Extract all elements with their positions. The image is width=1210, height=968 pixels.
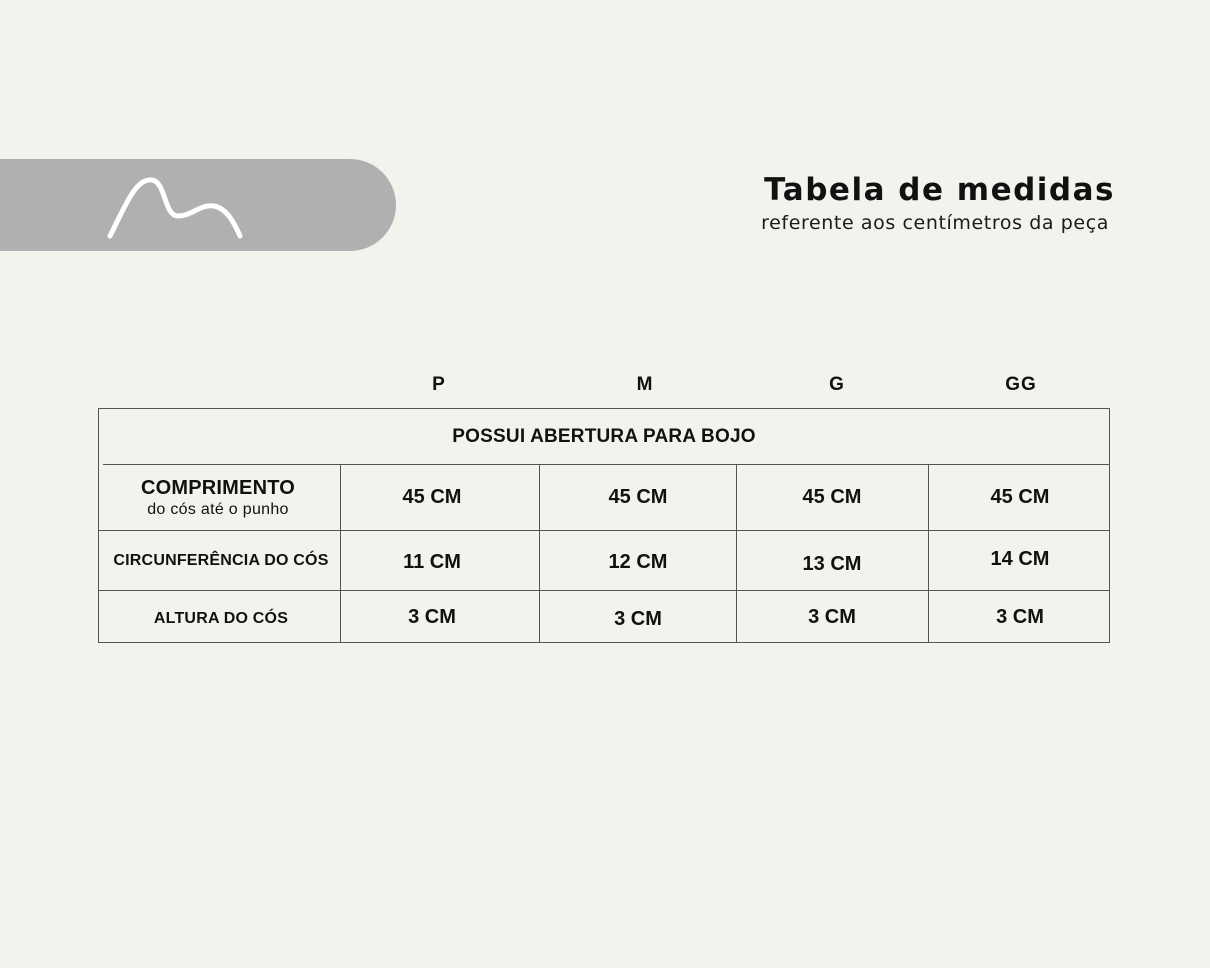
title-block — [761, 170, 1115, 236]
table-cell: 3 CM — [614, 607, 662, 630]
table-row-label — [99, 465, 337, 530]
size-header-p: P — [432, 374, 446, 395]
row-label-altura: ALTURA DO CÓS — [153, 610, 289, 627]
table-row-label — [99, 531, 343, 590]
table-cell: 13 CM — [802, 553, 862, 575]
size-header-m: M — [636, 374, 654, 395]
brand-logo-icon — [104, 174, 244, 242]
table-cell: 45 CM — [802, 486, 862, 508]
table-cell: 11 CM — [403, 551, 461, 573]
table-cell: 3 CM — [996, 605, 1044, 628]
row-label-comprimento: COMPRIMENTO — [140, 476, 296, 499]
page-title: Tabela de medidas — [764, 172, 1115, 208]
measurements-table — [98, 408, 1110, 643]
table-cell: 45 CM — [402, 486, 462, 508]
table-row-label — [99, 593, 343, 645]
size-header-gg: GG — [1005, 374, 1037, 395]
table-banner: POSSUI ABERTURA PARA BOJO — [452, 425, 756, 447]
page-subtitle: referente aos centímetros da peça — [761, 212, 1109, 234]
table-cell: 14 CM — [990, 548, 1050, 570]
table-cell: 3 CM — [408, 605, 456, 628]
table-cell: 12 CM — [608, 551, 668, 573]
row-sublabel-comprimento: do cós até o punho — [147, 500, 289, 518]
size-header-g: G — [829, 374, 845, 395]
table-cell: 3 CM — [808, 605, 856, 628]
table-cell: 45 CM — [990, 486, 1050, 508]
table-cell: 45 CM — [608, 486, 668, 508]
row-label-circunferencia: CIRCUNFERÊNCIA DO CÓS — [113, 551, 329, 569]
